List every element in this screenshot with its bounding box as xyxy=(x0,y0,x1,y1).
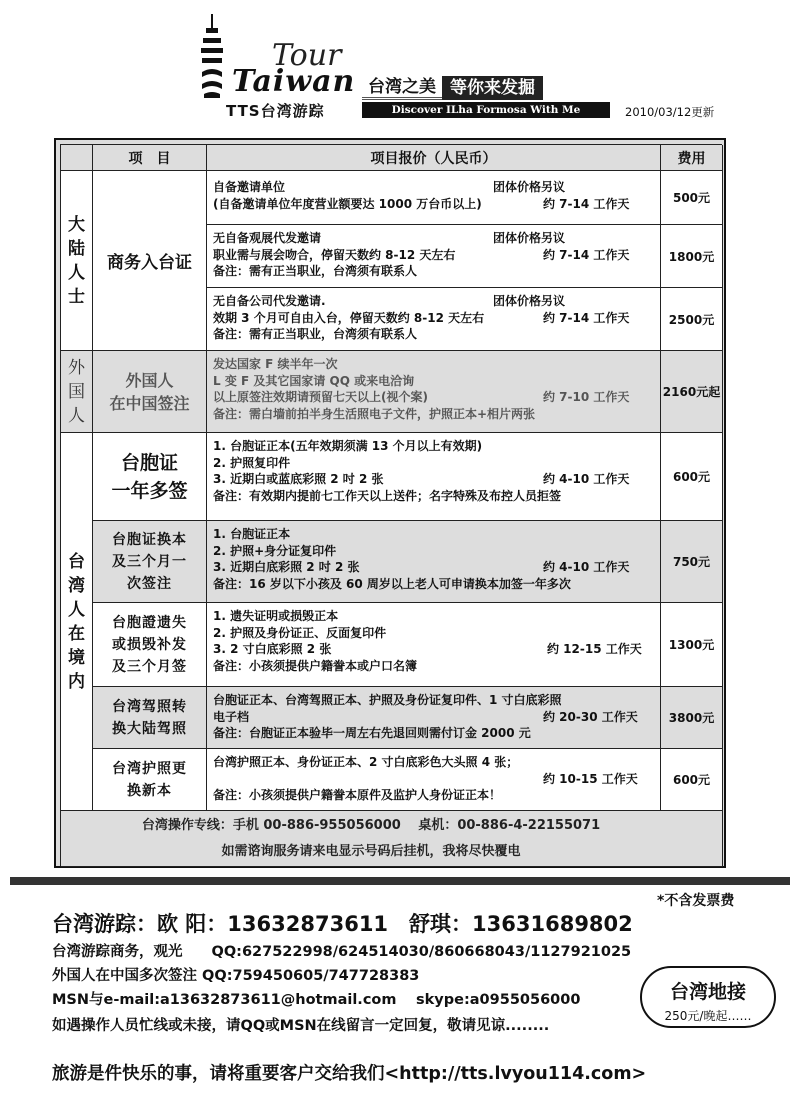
row-fee: 600元 xyxy=(661,749,723,811)
row-desc: 台湾护照正本、身份证正本、2 寸白底彩色大头照 4 张； 约 10-15 工作天 备注：小孩须提供户籍誊本原件及监护人身份证正本！ xyxy=(207,749,661,811)
callback-note: 如需谘询服务请来电显示号码后挂机，我将尽快覆电 xyxy=(221,844,521,859)
table-footer xyxy=(88,813,654,865)
row-desc: 无自备观展代发邀请 团体价格另议 职业需与展会吻合，停留天数约 8-12 天左右 约 7-14 工作天 备注：需有正当职业，台湾须有联系人 xyxy=(207,225,661,288)
badge-title: 台湾地接 xyxy=(669,981,746,1003)
logo-tour-text: Tour xyxy=(272,38,342,73)
row-fee: 600元 xyxy=(661,433,723,521)
ground-service-badge xyxy=(640,966,776,1028)
contact-main: 台湾游踪：欧 阳：13632873611 舒琪：13631689802 xyxy=(52,912,633,936)
row-desc: 1. 遗失证明或损毁正本 2. 护照及身份证正、反面复印件 3. 2 寸白底彩照 2 张 约 12-15 工作天 备注：小孩须提供户籍誊本或户口名簿 xyxy=(207,603,661,687)
header-fee: 费用 xyxy=(661,145,723,171)
slogan-part-a: 台湾之美 xyxy=(362,76,442,100)
discover-banner: Discover ILha Formosa With Me xyxy=(362,102,610,118)
row-desc: 无自备公司代发邀请. 团体价格另议 效期 3 个月可自由入台，停留天数约 8-12 天左右 约 7-14 工作天 备注：需有正当职业，台湾须有联系人 xyxy=(207,288,661,351)
contact-msn: MSN与e-mail:a13632873611@hotmail.com skype:a0955056000 xyxy=(52,992,581,1008)
badge-price: 250元/晚起…… xyxy=(664,1009,752,1023)
item-passport: 台湾护照更 换新本 xyxy=(93,749,207,811)
row-desc: 发达国家 F 续半年一次 L 变 F 及其它国家请 QQ 或来电洽询 以上原签注效期请预留七天以上(视个案) 约 7-10 工作天 备注：需白墙前拍半身生活照电子文件，护照正本+相片两张 xyxy=(207,351,661,433)
hotline: 台湾操作专线：手机 00-886-955056000 桌机：00-886-4-22155071 xyxy=(141,818,601,833)
invoice-note: *不含发票费 xyxy=(657,893,735,909)
brand-name: TTS台湾游踪 xyxy=(226,102,325,120)
bottom-slogan: 旅游是件快乐的事，请将重要客户交给我们<http://tts.lvyou114.com> xyxy=(52,1064,647,1084)
table-grid xyxy=(60,144,722,866)
item-license: 台湾驾照转 换大陆驾照 xyxy=(93,687,207,749)
row-desc: 1. 台胞证正本 2. 护照+身分证复印件 3. 近期白底彩照 2 吋 2 张 约 4-10 工作天 备注：16 岁以下小孩及 60 周岁以上老人可申请换本加签一年多次 xyxy=(207,521,661,603)
item-mtp-multi: 台胞证 一年多签 xyxy=(93,433,207,521)
contact-qq-foreign: 外国人在中国多次签注 QQ:759450605/747728383 xyxy=(52,968,420,984)
row-fee: 750元 xyxy=(661,521,723,603)
header-price: 项目报价（人民币） xyxy=(207,145,661,171)
row-desc: 1. 台胞证正本(五年效期须满 13 个月以上有效期) 2. 护照复印件 3. 近期白或蓝底彩照 2 吋 2 张 约 4-10 工作天 备注：有效期内提前七工作天以上送件；名字特殊及布控人员拒签 xyxy=(207,433,661,521)
row-fee: 3800元 xyxy=(661,687,723,749)
update-date: 2010/03/12更新 xyxy=(625,105,715,119)
header-blank xyxy=(61,145,93,171)
contact-busy-note: 如遇操作人员忙线或未接，请QQ或MSN在线留言一定回复，敬请见谅........ xyxy=(52,1018,550,1034)
item-foreign-visa: 外国人 在中国签注 xyxy=(93,351,207,433)
slogan xyxy=(362,76,543,100)
row-fee: 1300元 xyxy=(661,603,723,687)
contact-qq-business: 台湾游踪商务，观光 QQ:627522998/624514030/860668043/1127921025 xyxy=(52,944,632,960)
item-mtp-lost: 台胞證遗失 或损毁补发 及三个月签 xyxy=(93,603,207,687)
group-foreign: 外 国 人 xyxy=(61,351,93,433)
price-table xyxy=(54,138,726,868)
tower-logo-icon xyxy=(200,14,224,98)
row-desc: 自备邀请单位 团体价格另议 (自备邀请单位年度营业额要达 1000 万台币以上) 约 7-14 工作天 xyxy=(207,171,661,225)
row-fee: 2500元 xyxy=(661,288,723,351)
divider xyxy=(10,877,790,885)
slogan-part-b: 等你来发掘 xyxy=(442,76,543,100)
row-desc: 台胞证正本、台湾驾照正本、护照及身份证复印件、1 寸白底彩照 电子档 约 20-30 工作天 备注：台胞证正本验毕一周左右先退回则需付订金 2000 元 xyxy=(207,687,661,749)
item-mtp-renew: 台胞证换本 及三个月一 次签注 xyxy=(93,521,207,603)
header xyxy=(0,0,800,132)
row-fee: 2160元起 xyxy=(661,351,723,433)
row-fee: 1800元 xyxy=(661,225,723,288)
group-taiwan: 台 湾 人 在 境 内 xyxy=(61,433,93,811)
item-business-entry: 商务入台证 xyxy=(93,171,207,351)
group-mainland: 大 陆 人 士 xyxy=(61,171,93,351)
row-fee: 500元 xyxy=(661,171,723,225)
header-item: 项 目 xyxy=(93,145,207,171)
logo-taiwan-text: Taiwan xyxy=(232,64,356,99)
